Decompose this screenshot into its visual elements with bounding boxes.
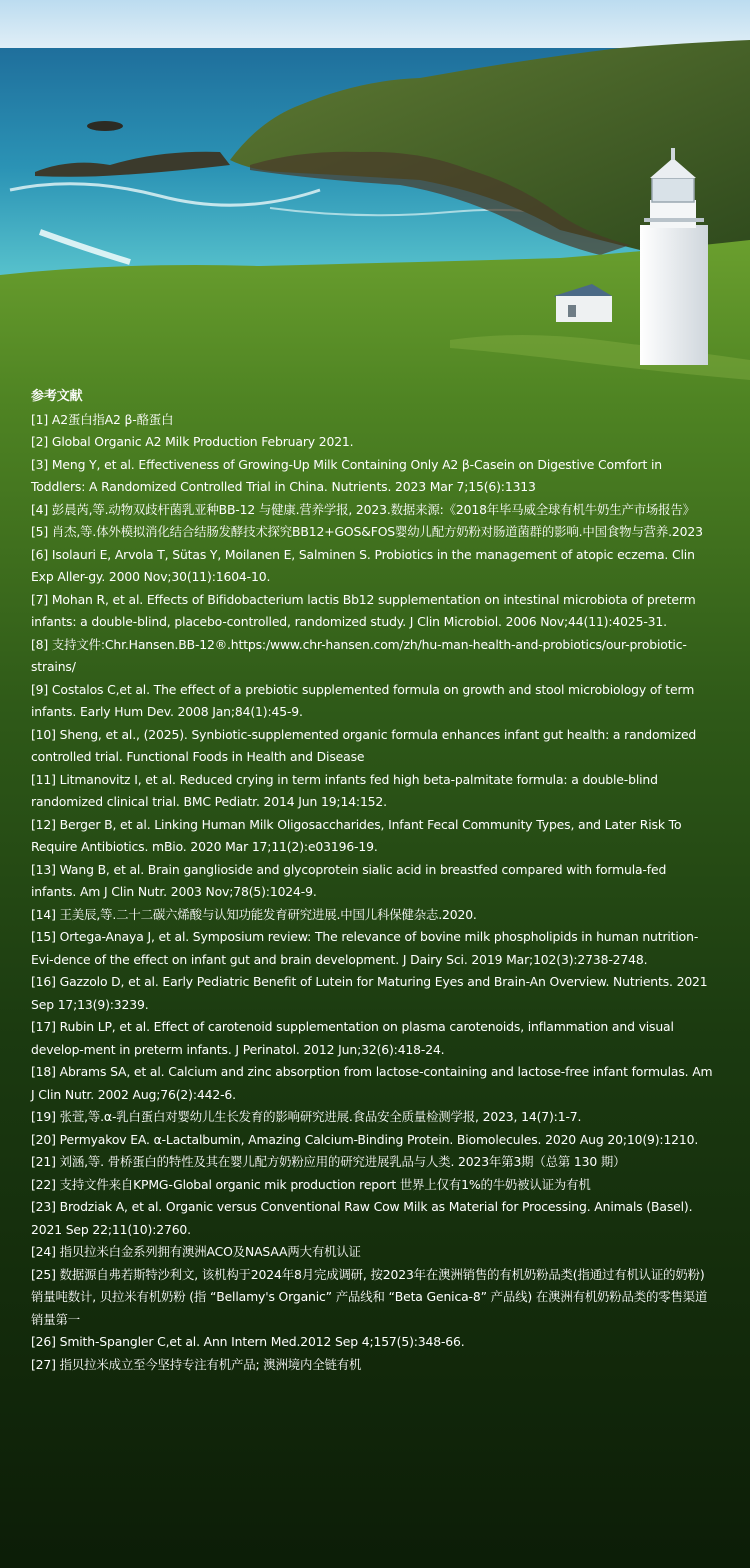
reference-item: [15] Ortega-Anaya J, et al. Symposium review: The relevance of bovine milk phospholipids in human nutrition-Evi-dence of the effect on infant gut and brain development. J Dairy Sci. 2019 Mar;102(3):2738-2748. [31, 929, 699, 967]
references-heading: 参考文献 [31, 389, 83, 404]
reference-item: [20] Permyakov EA. α-Lactalbumin, Amazing Calcium-Binding Protein. Biomolecules. 2020 Aug 20;10(9):1210. [31, 1131, 699, 1147]
reference-item: [25] 数据源自弗若斯特沙利文, 该机构于2024年8月完成调研, 按2023年在澳洲销售的有机奶粉品类(指通过有机认证的奶粉)销量吨数计, 贝拉米有机奶粉 (指 “Bellamy's Organic” 产品线和 “Beta Genica-8” 产品线) 在澳洲有机奶粉品类的零售渠道销量第一 [31, 1266, 708, 1327]
reference-item: [8] 支持文件:Chr.Hansen.BB-12®.https:/www.chr-hansen.com/zh/hu-man-health-and-probiotics/our-probiotic-strains/ [31, 636, 687, 674]
reference-item: [14] 王美辰,等.二十二碳六烯酸与认知功能发育研究进展.中国儿科保健杂志.2020. [31, 906, 477, 922]
reference-item: [19] 张萱,等.α-乳白蛋白对婴幼儿生长发育的影响研究进展.食品安全质量检测学报, 2023, 14(7):1-7. [31, 1109, 582, 1124]
reference-item: [21] 刘涵,等. 骨桥蛋白的特性及其在婴儿配方奶粉应用的研究进展乳品与人类. 2023年第3期（总第 130 期） [31, 1154, 626, 1169]
reference-item: [12] Berger B, et al. Linking Human Milk Oligosaccharides, Infant Fecal Community Types, and Later Risk To Require Antibiotics. mBio. 2020 Mar 17;11(2):e03196-19. [31, 816, 682, 854]
reference-item: [7] Mohan R, et al. Effects of Bifidobacterium lactis Bb12 supplementation on intestinal microbiota of preterm infants: a double-blind, placebo-controlled, randomized study. J Clin Microbiol. 2006 Nov;44(11):4025-31. [31, 591, 696, 629]
reference-item: [24] 指贝拉米白金系列拥有澳洲ACO及NASAA两大有机认证 [31, 1244, 361, 1259]
reference-item: [18] Abrams SA, et al. Calcium and zinc absorption from lactose-containing and lactose-free infant formulas. Am J Clin Nutr. 2002 Aug;76(2):442-6. [31, 1064, 713, 1102]
reference-item: [16] Gazzolo D, et al. Early Pediatric Benefit of Lutein for Maturing Eyes and Brain-An Overview. Nutrients. 2021 Sep 17;13(9):3239. [31, 974, 708, 1012]
references-section [31, 386, 715, 1376]
reference-item: [3] Meng Y, et al. Effectiveness of Growing-Up Milk Containing Only A2 β-Casein on Digestive Comfort in Toddlers: A Randomized Controlled Trial in China. Nutrients. 2023 Mar 7;15(6):1313 [31, 456, 662, 494]
reference-item: [2] Global Organic A2 Milk Production February 2021. [31, 434, 354, 449]
reference-item: [10] Sheng, et al., (2025). Synbiotic-supplemented organic formula enhances infant gut health: a randomized controlled trial. Functional Foods in Health and Disease [31, 726, 697, 764]
reference-item: [26] Smith-Spangler C,et al. Ann Intern Med.2012 Sep 4;157(5):348-66. [31, 1334, 465, 1349]
reference-item: [11] Litmanovitz I, et al. Reduced crying in term infants fed high beta-palmitate formula: a double-blind randomized clinical trial. BMC Pediatr. 2014 Jun 19;14:152. [31, 771, 658, 809]
reference-item: [4] 彭晨芮,等.动物双歧杆菌乳亚种BB-12 与健康.营养学报, 2023.数据来源:《2018年毕马威全球有机牛奶生产市场报告》 [31, 501, 695, 517]
reference-item: [17] Rubin LP, et al. Effect of carotenoid supplementation on plasma carotenoids, inflammation and visual develop-ment in preterm infants. J Perinatol. 2012 Jun;32(6):418-24. [31, 1019, 674, 1057]
reference-item: [27] 指贝拉米成立至今坚持专注有机产品; 澳洲境内全链有机 [31, 1356, 362, 1372]
reference-item: [22] 支持文件来自KPMG-Global organic mik production report 世界上仅有1%的牛奶被认证为有机 [31, 1176, 591, 1192]
reference-item: [5] 肖杰,等.体外模拟消化结合结肠发酵技术探究BB12+GOS&FOS婴幼儿配方奶粉对肠道菌群的影响.中国食物与营养.2023 [31, 524, 703, 539]
reference-item: [6] Isolauri E, Arvola T, Sütas Y, Moilanen E, Salminen S. Probiotics in the management of atopic eczema. Clin Exp Aller-gy. 2000 Nov;30(11):1604-10. [31, 546, 695, 584]
reference-item: [9] Costalos C,et al. The effect of a prebiotic supplemented formula on growth and stool microbiology of term infants. Early Hum Dev. 2008 Jan;84(1):45-9. [31, 681, 695, 719]
reference-item: [13] Wang B, et al. Brain ganglioside and glycoprotein sialic acid in breastfed compared with formula-fed infants. Am J Clin Nutr. 2003 Nov;78(5):1024-9. [31, 861, 667, 899]
reference-item: [23] Brodziak A, et al. Organic versus Conventional Raw Cow Milk as Material for Processing. Animals (Basel). 2021 Sep 22;11(10):2760. [31, 1199, 693, 1237]
reference-item: [1] A2蛋白指A2 β-酪蛋白 [31, 411, 174, 427]
